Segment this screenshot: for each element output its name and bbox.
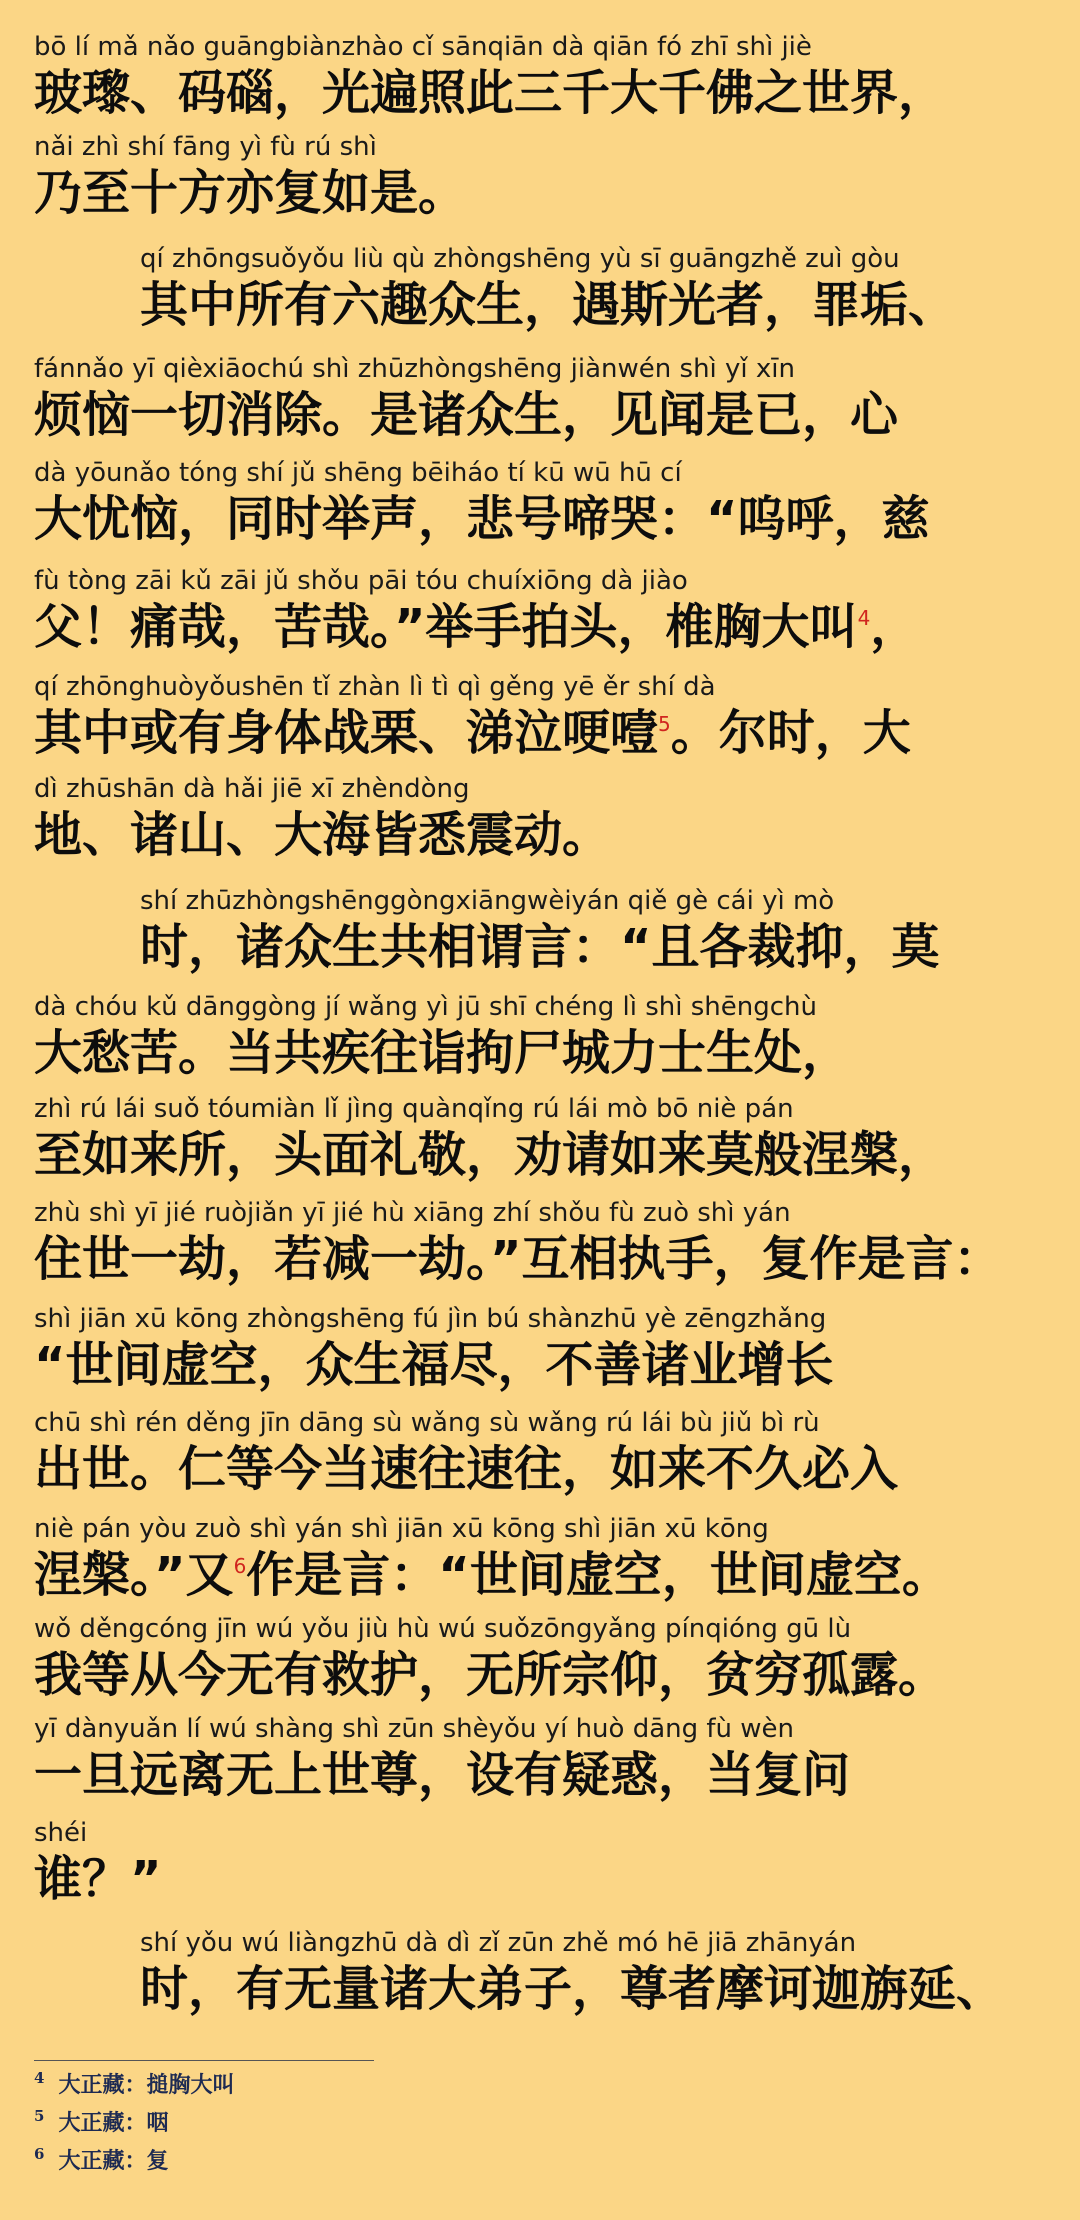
hanzi-line: 至如来所，头面礼敬，劝请如来莫般涅槃， [34,1127,947,1183]
hanzi-line: 出世。仁等今当速往速往，如来不久必入 [34,1441,899,1497]
hanzi-text: 父！痛哉，苦哉。”举手拍头，椎胸大叫 [34,599,858,655]
pinyin-line: dà yōunǎo tóng shí jǔ shēng bēiháo tí kū wū hū cí [34,458,682,488]
hanzi-text-tail: 。尔时，大 [670,705,911,761]
footnote-marker[interactable]: 5 [658,712,671,736]
hanzi-line [34,700,1046,766]
pinyin-line: qí zhōnghuòyǒushēn tǐ zhàn lì tì qì gěng yē ěr shí dà [34,672,716,702]
hanzi-line: 其中所有六趣众生，遇斯光者，罪垢、 [140,277,957,333]
hanzi-line: 时，有无量诸大弟子，尊者摩诃迦旃延、 [140,1961,1005,2017]
hanzi-text: 涅槃。”又 [34,1547,234,1603]
text-line-13 [34,1302,1046,1400]
pinyin-line: wǒ děngcóng jīn wú yǒu jiù hù wú suǒzōngyǎng pínqióng gū lù [34,1614,852,1644]
pinyin-line: fánnǎo yī qièxiāochú shì zhūzhòngshēng jiànwén shì yǐ xīn [34,354,795,384]
pinyin-line: bō lí mǎ nǎo guāngbiànzhào cǐ sānqiān dà qiān fó zhī shì jiè [34,32,812,62]
hanzi-line: 烦恼一切消除。是诸众生，见闻是已，心 [34,387,899,443]
footnote-text: 大正藏：咽 [58,2110,169,2136]
text-line-9 [140,884,1046,982]
hanzi-line: 住世一劫，若减一劫。”互相执手，复作是言： [34,1231,1002,1287]
pinyin-line: fù tòng zāi kǔ zāi jǔ shǒu pāi tóu chuíxiōng dà jiào [34,566,688,596]
hanzi-line: “世间虚空，众生福尽，不善诸业增长 [34,1337,834,1393]
text-line-14 [34,1406,1046,1504]
footnote-number: 4 [34,2069,45,2087]
text-line-19 [140,1926,1046,2024]
hanzi-line: 我等从今无有救护，无所宗仰，贫穷孤露。 [34,1647,947,1703]
text-line-11 [34,1092,1046,1190]
pinyin-line: zhì rú lái suǒ tóumiàn lǐ jìng quànqǐng rú lái mò bō niè pán [34,1094,794,1124]
footnote-number: 5 [34,2107,45,2125]
hanzi-text-tail: 作是言：“世间虚空，世间虚空。 [246,1547,950,1603]
footnote-divider [34,2060,374,2061]
hanzi-line: 谁？” [34,1851,162,1907]
footnote-marker[interactable]: 6 [233,1554,247,1578]
pinyin-line: shí yǒu wú liàngzhū dà dì zǐ zūn zhě mó hē jiā zhānyán [140,1928,857,1958]
pinyin-line: qí zhōngsuǒyǒu liù qù zhòngshēng yù sī guāngzhě zuì gòu [140,244,900,274]
footnote-marker[interactable]: 4 [857,606,871,630]
hanzi-line [34,594,1046,660]
pinyin-line: yī dànyuǎn lí wú shàng shì zūn shèyǒu yí huò dāng fù wèn [34,1714,795,1744]
text-line-1 [34,30,1046,128]
pinyin-line: dà chóu kǔ dānggòng jí wǎng yì jū shī chéng lì shì shēngchù [34,992,818,1022]
hanzi-line: 大忧恼，同时举声，悲号啼哭：“呜呼，慈 [34,491,930,547]
text-line-12 [34,1196,1046,1294]
text-line-10 [34,990,1046,1088]
text-line-8 [34,772,1046,870]
footnote-5 [34,2106,168,2140]
pinyin-line: shéi [34,1818,88,1848]
pinyin-line: shì jiān xū kōng zhòngshēng fú jìn bú shànzhū yè zēngzhǎng [34,1304,827,1334]
pinyin-line: shí zhūzhòngshēnggòngxiāngwèiyán qiě gè cái yì mò [140,886,835,916]
hanzi-line: 时，诸众生共相谓言：“且各裁抑，莫 [140,919,940,975]
hanzi-line: 乃至十方亦复如是。 [34,165,467,221]
hanzi-line: 玻瓈、码碯，光遍照此三千大千佛之世界， [34,65,947,121]
hanzi-line [34,1542,1046,1608]
hanzi-line: 大愁苦。当共疾往诣拘尸城力士生处， [34,1025,851,1081]
pinyin-line: niè pán yòu zuò shì yán shì jiān xū kōng shì jiān xū kōng [34,1514,769,1544]
text-line-3 [140,242,1046,340]
hanzi-text-tail: ， [870,599,919,655]
text-line-17 [34,1712,1046,1810]
text-line-7 [34,670,1046,768]
footnote-text: 大正藏：复 [58,2148,169,2174]
footnote-text: 大正藏：搥胸大叫 [58,2072,235,2098]
pinyin-line: nǎi zhì shí fāng yì fù rú shì [34,132,377,162]
footnote-6 [34,2144,168,2178]
text-line-4 [34,352,1046,450]
footnote-number: 6 [34,2145,45,2163]
text-line-5 [34,456,1046,554]
footnote-4 [34,2068,234,2102]
text-line-6 [34,564,1046,662]
pinyin-line: dì zhūshān dà hǎi jiē xī zhèndòng [34,774,470,804]
hanzi-text: 其中或有身体战栗、涕泣哽噎 [34,705,659,761]
text-line-15 [34,1512,1046,1610]
text-line-18 [34,1816,1046,1914]
hanzi-line: 地、诸山、大海皆悉震动。 [34,807,611,863]
pinyin-line: chū shì rén děng jīn dāng sù wǎng sù wǎng rú lái bù jiǔ bì rù [34,1408,820,1438]
pinyin-line: zhù shì yī jié ruòjiǎn yī jié hù xiāng zhí shǒu fù zuò shì yán [34,1198,791,1228]
hanzi-line: 一旦远离无上世尊，设有疑惑，当复问 [34,1747,851,1803]
text-line-16 [34,1612,1046,1710]
text-line-2 [34,130,1046,228]
